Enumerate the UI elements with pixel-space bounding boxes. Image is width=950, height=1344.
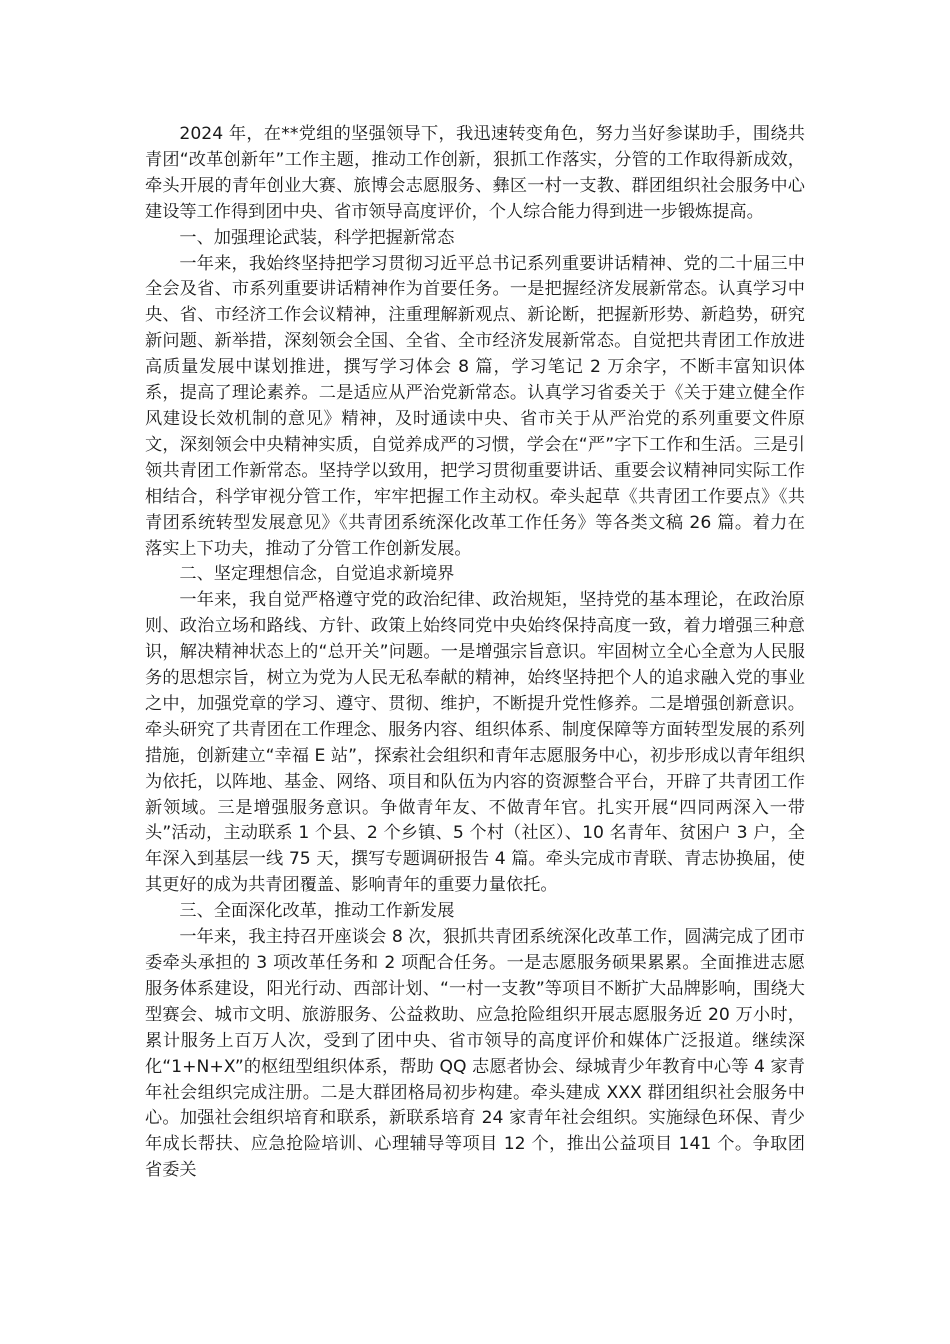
document-body bbox=[145, 122, 805, 1184]
section-heading-2: 二、坚定理想信念，自觉追求新境界 bbox=[179, 564, 455, 585]
section-paragraph-1: 一年来，我始终坚持把学习贯彻习近平总书记系列重要讲话精神、党的二十届三中全会及省、市系列重要讲话精神作为首要任务。一是把握经济发展新常态。认真学习中央、省、市经济工作会议精神，注重理解新观点、新论断，把握新形势、新趋势，研究新问题、新举措，深刻领会全国、全省、全市经济发展新常态。自觉把共青团工作放进高质量发展中谋划推进，撰写学习体会 8 篇，学习笔记 2 万余字，不断丰富知识体系，提高了理论素养。二是适应从严治党新常态。认真学习省委关于《关于建立健全作风建设长效机制的意见》精神，及时通读中央、省市关于从严治党的系列重要文件原文，深刻领会中央精神实质，自觉养成严的习惯，学会在“严”字下工作和生活。三是引领共青团工作新常态。坚持学以致用，把学习贯彻重要讲话、重要会议精神同实际工作相结合，科学审视分管工作，牢牢把握工作主动权。牵头起草《共青团工作要点》《共青团系统转型发展意见》《共青团系统深化改革工作任务》等各类文稿 26 篇。着力在落实上下功夫，推动了分管工作创新发展。 bbox=[145, 253, 805, 559]
section-paragraph-3: 一年来，我主持召开座谈会 8 次，狠抓共青团系统深化改革工作，圆满完成了团市委牵头承担的 3 项改革任务和 2 项配合任务。一是志愿服务硕果累累。全面推进志愿服务体系建设，阳光行动、西部计划、“一村一支教”等项目不断扩大品牌影响，围绕大型赛会、城市文明、旅游服务、公益救助、应急抢险组织开展志愿服务近 20 万小时，累计服务上百万人次，受到了团中央、省市领导的高度评价和媒体广泛报道。继续深化“1+N+X”的枢纽型组织体系，帮助 QQ 志愿者协会、绿城青少年教育中心等 4 家青年社会组织完成注册。二是大群团格局初步构建。牵头建成 XXX 群团组织社会服务中心。加强社会组织培育和联系，新联系培育 24 家青年社会组织。实施绿色环保、青少年成长帮扶、应急抢险培训、心理辅导等项目 12 个，推出公益项目 141 个。争取团省委关 bbox=[145, 927, 805, 1181]
section-heading-1: 一、加强理论武装，科学把握新常态 bbox=[179, 227, 455, 248]
intro-paragraph: 2024 年，在**党组的坚强领导下，我迅速转变角色，努力当好参谋助手，围绕共青团“改革创新年”工作主题，推动工作创新，狠抓工作落实，分管的工作取得新成效，牵头开展的青年创业大赛、旅博会志愿服务、彝区一村一支教、群团组织社会服务中心建设等工作得到团中央、省市领导高度评价，个人综合能力得到进一步锻炼提高。 bbox=[145, 124, 805, 222]
section-paragraph-2: 一年来，我自觉严格遵守党的政治纪律、政治规矩，坚持党的基本理论，在政治原则、政治立场和路线、方针、政策上始终同党中央始终保持高度一致，着力增强三种意识，解决精神状态上的“总开关”问题。一是增强宗旨意识。牢固树立全心全意为人民服务的思想宗旨，树立为党为人民无私奉献的精神，始终坚持把个人的追求融入党的事业之中，加强党章的学习、遵守、贯彻、维护，不断提升党性修养。二是增强创新意识。牵头研究了共青团在工作理念、服务内容、组织体系、制度保障等方面转型发展的系列措施，创新建立“幸福 E 站”，探索社会组织和青年志愿服务中心，初步形成以青年组织为依托，以阵地、基金、网络、项目和队伍为内容的资源整合平台，开辟了共青团工作新领域。三是增强服务意识。争做青年友、不做青年官。扎实开展“四同两深入一带头”活动，主动联系 1 个县、2 个乡镇、5 个村（社区）、10 名青年、贫困户 3 户，全年深入到基层一线 75 天，撰写专题调研报告 4 篇。牵头完成市青联、青志协换届，使其更好的成为共青团覆盖、影响青年的重要力量依托。 bbox=[145, 590, 805, 896]
section-heading-3: 三、全面深化改革，推动工作新发展 bbox=[179, 901, 455, 922]
